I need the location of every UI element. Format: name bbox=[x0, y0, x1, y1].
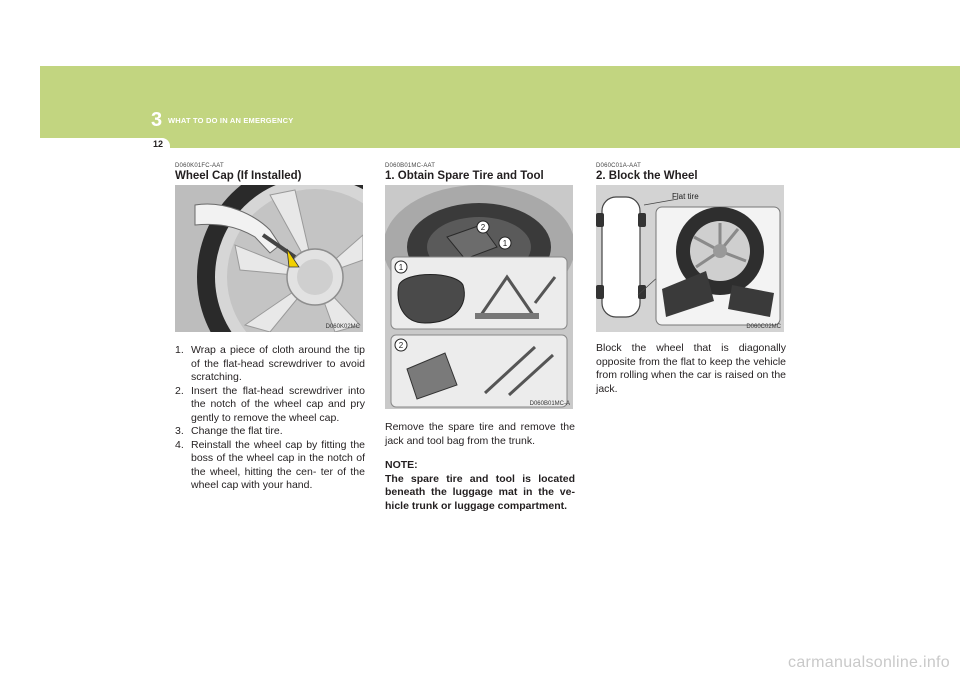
list-item: 1. Wrap a piece of cloth around the tip of the flat-head screwdriver to avoid scratching. bbox=[175, 344, 365, 383]
wheel-cap-steps bbox=[175, 344, 365, 493]
note-text: The spare tire and tool is located beneath the luggage mat in the ve- hicle trunk or luggage compartment. bbox=[385, 472, 575, 512]
chapter-number: 3 bbox=[151, 109, 163, 131]
section-code: D060B01MC-AAT bbox=[385, 163, 436, 169]
body-paragraph: Block the wheel that is diagonally opposite from the flat to keep the vehicle from rolling when the car is raised on the jack. bbox=[596, 342, 786, 395]
chapter-title: WHAT TO DO IN AN EMERGENCY bbox=[168, 116, 294, 125]
watermark: carmanualsonline.info bbox=[788, 654, 950, 671]
spare-tire-tool-illustration bbox=[385, 185, 573, 409]
callout-1-number: 1 bbox=[398, 263, 404, 272]
callout-2-number: 2 bbox=[398, 341, 404, 350]
figure-code: D060K02MC bbox=[325, 324, 360, 330]
section-spare-tire bbox=[385, 163, 575, 513]
list-item: 4. Reinstall the wheel cap by fitting the boss of the wheel cap in the notch of the wheel, hitting the cen- ter of the wheel cap with your hand. bbox=[175, 438, 365, 491]
section-block-wheel bbox=[596, 163, 786, 396]
body-paragraph: Remove the spare tire and remove the jack and tool bag from the trunk. bbox=[385, 421, 575, 447]
callout-1-number: 1 bbox=[502, 239, 508, 248]
list-item: 2. Insert the flat-head screwdriver into the notch of the wheel cap and pry gently to remove the wheel cap. bbox=[175, 384, 365, 424]
page-number-tab bbox=[40, 138, 170, 152]
figure-code: D060B01MC-A bbox=[529, 401, 570, 407]
section-code: D060C01A-AAT bbox=[596, 163, 641, 169]
wheel-cap-illustration bbox=[175, 185, 363, 332]
callout-2-number: 2 bbox=[480, 223, 486, 232]
section-title: 1. Obtain Spare Tire and Tool bbox=[385, 170, 544, 182]
page-number: 12 bbox=[153, 139, 164, 149]
flat-tire-label: Flat tire bbox=[672, 192, 699, 201]
section-title: 2. Block the Wheel bbox=[596, 170, 698, 182]
figure-code: D060C02MC bbox=[746, 324, 781, 330]
block-wheel-illustration bbox=[596, 185, 784, 332]
chapter-header-band bbox=[40, 66, 960, 148]
note-label: NOTE: bbox=[385, 459, 418, 471]
section-code: D060K01FC-AAT bbox=[175, 163, 224, 169]
list-item: 3. Change the flat tire. bbox=[175, 425, 283, 437]
section-title: Wheel Cap (If Installed) bbox=[175, 170, 302, 182]
section-wheel-cap bbox=[175, 163, 365, 493]
